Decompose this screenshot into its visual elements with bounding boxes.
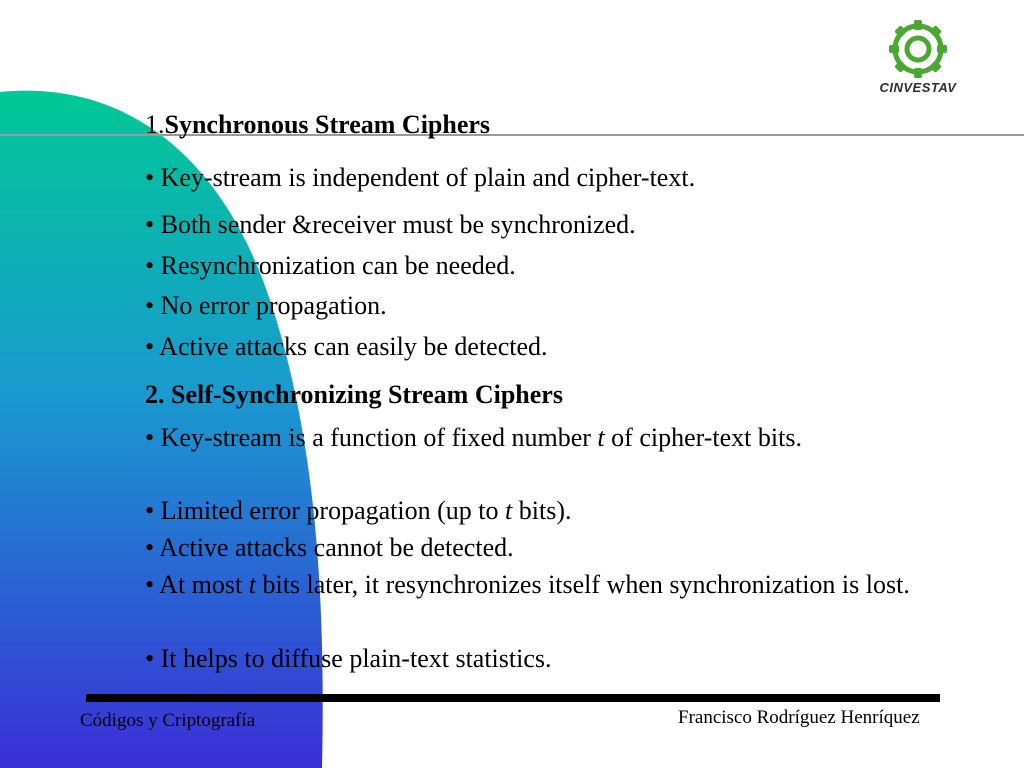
section2-bullet-1 [145,420,955,456]
section2-bullet-2 [145,493,955,529]
section2-bullet-2-text-end: bits). [512,496,572,525]
section2-title: 2. Self-Synchronizing Stream Ciphers [145,380,563,409]
section1-bullet-1: • Key-stream is independent of plain and cipher-text. [145,163,696,192]
section1-number: 1. [145,110,165,139]
logo-emblem-icon [872,18,964,80]
section2-bullet-4 [145,567,955,603]
footer-left: Códigos y Criptografía [80,710,256,731]
section1-bullet-5: • Active attacks can easily be detected. [145,332,548,361]
section2-bullet-3: • Active attacks cannot be detected. [145,533,514,562]
variable-t: t [248,570,256,599]
section1-title: Synchronous Stream Ciphers [164,110,491,139]
footer-right: Francisco Rodríguez Henríquez [678,707,920,728]
section1-bullet-4: • No error propagation. [145,291,387,320]
section2-bullet-4-text-end: bits later, it resynchronizes itself when synchronization is lost. [255,570,910,599]
variable-t: t [505,496,513,525]
logo-text: CINVESTAV [879,80,957,95]
section2-bullet-1-text: • Key-stream is a function of fixed number [145,423,598,452]
variable-t: t [597,423,605,452]
section2-bullet-4-text: • At most [145,570,249,599]
section2-bullet-1-text-end: of cipher-text bits. [604,423,802,452]
cinvestav-logo [872,18,964,104]
bottom-divider [86,694,940,702]
section1-bullet-2: • Both sender &receiver must be synchronized. [145,210,636,239]
section1-bullet-3: • Resynchronization can be needed. [145,251,516,280]
section2-bullet-5: • It helps to diffuse plain-text statistics. [145,644,552,673]
section1-heading [145,110,490,140]
section2-bullet-2-text: • Limited error propagation (up to [145,496,506,525]
